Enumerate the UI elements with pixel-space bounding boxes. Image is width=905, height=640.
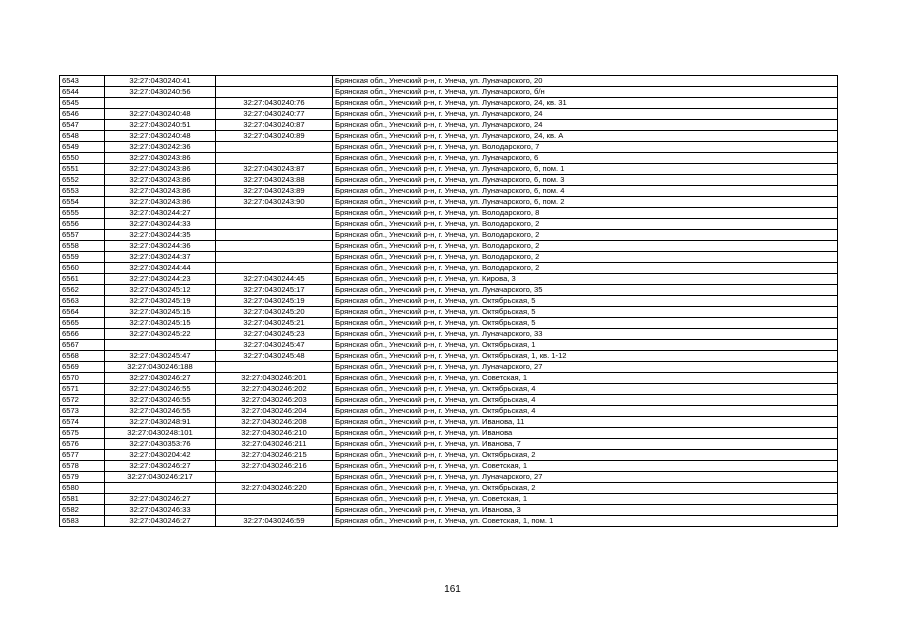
object-cadastral-number-cell	[216, 252, 333, 263]
table-row	[60, 450, 838, 461]
row-number-cell: 6582	[60, 505, 105, 516]
object-cadastral-number-cell: 32:27:0430246:220	[216, 483, 333, 494]
cadastral-number-cell: 32:27:0430240:48	[105, 109, 216, 120]
row-number-cell: 6562	[60, 285, 105, 296]
table-row	[60, 208, 838, 219]
address-cell: Брянская обл., Унечский р-н, г. Унеча, ул. Луначарского, 6	[333, 153, 838, 164]
cadastral-number-cell: 32:27:0430245:47	[105, 351, 216, 362]
object-cadastral-number-cell: 32:27:0430244:45	[216, 274, 333, 285]
address-cell: Брянская обл., Унечский р-н, г. Унеча, ул. Иванова, 3	[333, 505, 838, 516]
address-cell: Брянская обл., Унечский р-н, г. Унеча, ул. Октябрьская, 5	[333, 318, 838, 329]
row-number-cell: 6544	[60, 87, 105, 98]
table-row	[60, 483, 838, 494]
table-row	[60, 384, 838, 395]
row-number-cell: 6566	[60, 329, 105, 340]
object-cadastral-number-cell	[216, 263, 333, 274]
object-cadastral-number-cell	[216, 142, 333, 153]
cadastral-number-cell: 32:27:0430240:48	[105, 131, 216, 142]
table-row	[60, 263, 838, 274]
cadastral-number-cell: 32:27:0430244:23	[105, 274, 216, 285]
cadastral-number-cell: 32:27:0430246:27	[105, 461, 216, 472]
object-cadastral-number-cell	[216, 494, 333, 505]
address-cell: Брянская обл., Унечский р-н, г. Унеча, ул. Луначарского, 24	[333, 109, 838, 120]
object-cadastral-number-cell	[216, 362, 333, 373]
table-row	[60, 252, 838, 263]
table-row	[60, 340, 838, 351]
row-number-cell: 6565	[60, 318, 105, 329]
row-number-cell: 6545	[60, 98, 105, 109]
row-number-cell: 6546	[60, 109, 105, 120]
cadastral-number-cell	[105, 340, 216, 351]
cadastral-number-cell: 32:27:0430246:55	[105, 395, 216, 406]
cadastral-number-cell: 32:27:0430245:15	[105, 318, 216, 329]
table-row	[60, 351, 838, 362]
cadastral-number-cell: 32:27:0430246:188	[105, 362, 216, 373]
cadastral-number-cell: 32:27:0430244:33	[105, 219, 216, 230]
object-cadastral-number-cell: 32:27:0430246:216	[216, 461, 333, 472]
table-row	[60, 120, 838, 131]
object-cadastral-number-cell: 32:27:0430246:210	[216, 428, 333, 439]
address-cell: Брянская обл., Унечский р-н, г. Унеча, ул. Советская, 1	[333, 373, 838, 384]
row-number-cell: 6552	[60, 175, 105, 186]
object-cadastral-number-cell: 32:27:0430246:201	[216, 373, 333, 384]
cadastral-number-cell: 32:27:0430246:27	[105, 516, 216, 527]
cadastral-number-cell: 32:27:0430243:86	[105, 153, 216, 164]
row-number-cell: 6564	[60, 307, 105, 318]
row-number-cell: 6550	[60, 153, 105, 164]
cadastral-number-cell: 32:27:0430204:42	[105, 450, 216, 461]
object-cadastral-number-cell	[216, 219, 333, 230]
cadastral-number-cell	[105, 483, 216, 494]
row-number-cell: 6547	[60, 120, 105, 131]
address-cell: Брянская обл., Унечский р-н, г. Унеча, ул. Володарского, 8	[333, 208, 838, 219]
address-cell: Брянская обл., Унечский р-н, г. Унеча, ул. Луначарского, 24, кв. А	[333, 131, 838, 142]
cadastral-number-cell: 32:27:0430246:217	[105, 472, 216, 483]
row-number-cell: 6570	[60, 373, 105, 384]
table-row	[60, 230, 838, 241]
address-cell: Брянская обл., Унечский р-н, г. Унеча, ул. Володарского, 2	[333, 219, 838, 230]
table-row	[60, 296, 838, 307]
cadastral-number-cell: 32:27:0430246:55	[105, 384, 216, 395]
object-cadastral-number-cell	[216, 76, 333, 87]
address-cell: Брянская обл., Унечский р-н, г. Унеча, ул. Луначарского, 6, пом. 4	[333, 186, 838, 197]
cadastral-registry-table	[59, 75, 838, 527]
address-cell: Брянская обл., Унечский р-н, г. Унеча, ул. Советская, 1, пом. 1	[333, 516, 838, 527]
object-cadastral-number-cell: 32:27:0430246:215	[216, 450, 333, 461]
table-row	[60, 131, 838, 142]
object-cadastral-number-cell: 32:27:0430246:208	[216, 417, 333, 428]
table-row	[60, 87, 838, 98]
address-cell: Брянская обл., Унечский р-н, г. Унеча, ул. Луначарского, 6, пом. 3	[333, 175, 838, 186]
row-number-cell: 6559	[60, 252, 105, 263]
registry-table-body	[60, 76, 838, 527]
object-cadastral-number-cell	[216, 208, 333, 219]
cadastral-number-cell: 32:27:0430244:35	[105, 230, 216, 241]
table-row	[60, 417, 838, 428]
row-number-cell: 6543	[60, 76, 105, 87]
object-cadastral-number-cell: 32:27:0430243:87	[216, 164, 333, 175]
address-cell: Брянская обл., Унечский р-н, г. Унеча, ул. Луначарского, 33	[333, 329, 838, 340]
cadastral-number-cell: 32:27:0430246:33	[105, 505, 216, 516]
object-cadastral-number-cell: 32:27:0430246:204	[216, 406, 333, 417]
row-number-cell: 6578	[60, 461, 105, 472]
address-cell: Брянская обл., Унечский р-н, г. Унеча, ул. Октябрьская, 5	[333, 296, 838, 307]
cadastral-number-cell: 32:27:0430248:101	[105, 428, 216, 439]
address-cell: Брянская обл., Унечский р-н, г. Унеча, ул. Октябрьская, 4	[333, 395, 838, 406]
cadastral-number-cell: 32:27:0430243:86	[105, 175, 216, 186]
table-row	[60, 395, 838, 406]
row-number-cell: 6581	[60, 494, 105, 505]
address-cell: Брянская обл., Унечский р-н, г. Унеча, ул. Луначарского, 20	[333, 76, 838, 87]
object-cadastral-number-cell: 32:27:0430246:203	[216, 395, 333, 406]
table-row	[60, 241, 838, 252]
cadastral-number-cell: 32:27:0430244:27	[105, 208, 216, 219]
cadastral-number-cell	[105, 98, 216, 109]
row-number-cell: 6548	[60, 131, 105, 142]
address-cell: Брянская обл., Унечский р-н, г. Унеча, ул. Луначарского, 6, пом. 2	[333, 197, 838, 208]
cadastral-number-cell: 32:27:0430240:56	[105, 87, 216, 98]
row-number-cell: 6560	[60, 263, 105, 274]
row-number-cell: 6557	[60, 230, 105, 241]
address-cell: Брянская обл., Унечский р-н, г. Унеча, ул. Луначарского, б/н	[333, 87, 838, 98]
cadastral-number-cell: 32:27:0430245:15	[105, 307, 216, 318]
object-cadastral-number-cell: 32:27:0430240:77	[216, 109, 333, 120]
table-row	[60, 406, 838, 417]
address-cell: Брянская обл., Унечский р-н, г. Унеча, ул. Октябрьская, 2	[333, 483, 838, 494]
address-cell: Брянская обл., Унечский р-н, г. Унеча, ул. Володарского, 7	[333, 142, 838, 153]
cadastral-number-cell: 32:27:0430244:37	[105, 252, 216, 263]
table-row	[60, 153, 838, 164]
address-cell: Брянская обл., Унечский р-н, г. Унеча, ул. Октябрьская, 5	[333, 307, 838, 318]
table-row	[60, 318, 838, 329]
table-row	[60, 373, 838, 384]
object-cadastral-number-cell: 32:27:0430245:20	[216, 307, 333, 318]
cadastral-number-cell: 32:27:0430246:27	[105, 494, 216, 505]
table-row	[60, 142, 838, 153]
address-cell: Брянская обл., Унечский р-н, г. Унеча, ул. Луначарского, 6, пом. 1	[333, 164, 838, 175]
cadastral-number-cell: 32:27:0430246:27	[105, 373, 216, 384]
object-cadastral-number-cell: 32:27:0430245:47	[216, 340, 333, 351]
table-row	[60, 98, 838, 109]
cadastral-number-cell: 32:27:0430244:36	[105, 241, 216, 252]
row-number-cell: 6555	[60, 208, 105, 219]
cadastral-number-cell: 32:27:0430242:36	[105, 142, 216, 153]
table-row	[60, 186, 838, 197]
table-row	[60, 307, 838, 318]
table-row	[60, 516, 838, 527]
row-number-cell: 6551	[60, 164, 105, 175]
table-row	[60, 175, 838, 186]
object-cadastral-number-cell: 32:27:0430245:23	[216, 329, 333, 340]
row-number-cell: 6563	[60, 296, 105, 307]
address-cell: Брянская обл., Унечский р-н, г. Унеча, ул. Советская, 1	[333, 494, 838, 505]
object-cadastral-number-cell	[216, 230, 333, 241]
row-number-cell: 6572	[60, 395, 105, 406]
row-number-cell: 6553	[60, 186, 105, 197]
cadastral-number-cell: 32:27:0430248:91	[105, 417, 216, 428]
row-number-cell: 6567	[60, 340, 105, 351]
row-number-cell: 6577	[60, 450, 105, 461]
object-cadastral-number-cell	[216, 472, 333, 483]
table-row	[60, 329, 838, 340]
page-number: 161	[444, 584, 461, 595]
table-row	[60, 164, 838, 175]
object-cadastral-number-cell: 32:27:0430240:76	[216, 98, 333, 109]
cadastral-number-cell: 32:27:0430353:76	[105, 439, 216, 450]
object-cadastral-number-cell: 32:27:0430246:59	[216, 516, 333, 527]
address-cell: Брянская обл., Унечский р-н, г. Унеча, ул. Луначарского, 35	[333, 285, 838, 296]
row-number-cell: 6561	[60, 274, 105, 285]
address-cell: Брянская обл., Унечский р-н, г. Унеча, ул. Володарского, 2	[333, 263, 838, 274]
address-cell: Брянская обл., Унечский р-н, г. Унеча, ул. Луначарского, 24	[333, 120, 838, 131]
row-number-cell: 6575	[60, 428, 105, 439]
table-row	[60, 461, 838, 472]
object-cadastral-number-cell	[216, 505, 333, 516]
address-cell: Брянская обл., Унечский р-н, г. Унеча, ул. Володарского, 2	[333, 230, 838, 241]
cadastral-number-cell: 32:27:0430240:51	[105, 120, 216, 131]
row-number-cell: 6574	[60, 417, 105, 428]
address-cell: Брянская обл., Унечский р-н, г. Унеча, ул. Октябрьская, 2	[333, 450, 838, 461]
address-cell: Брянская обл., Унечский р-н, г. Унеча, ул. Октябрьская, 4	[333, 384, 838, 395]
table-row	[60, 109, 838, 120]
object-cadastral-number-cell: 32:27:0430245:21	[216, 318, 333, 329]
object-cadastral-number-cell: 32:27:0430246:202	[216, 384, 333, 395]
object-cadastral-number-cell: 32:27:0430245:48	[216, 351, 333, 362]
address-cell: Брянская обл., Унечский р-н, г. Унеча, ул. Иванова, 7	[333, 439, 838, 450]
row-number-cell: 6556	[60, 219, 105, 230]
object-cadastral-number-cell: 32:27:0430240:89	[216, 131, 333, 142]
table-row	[60, 219, 838, 230]
cadastral-number-cell: 32:27:0430240:41	[105, 76, 216, 87]
cadastral-number-cell: 32:27:0430246:55	[105, 406, 216, 417]
address-cell: Брянская обл., Унечский р-н, г. Унеча, ул. Октябрьская, 4	[333, 406, 838, 417]
object-cadastral-number-cell: 32:27:0430245:19	[216, 296, 333, 307]
table-row	[60, 505, 838, 516]
address-cell: Брянская обл., Унечский р-н, г. Унеча, ул. Советская, 1	[333, 461, 838, 472]
table-row	[60, 472, 838, 483]
table-row	[60, 362, 838, 373]
cadastral-number-cell: 32:27:0430244:44	[105, 263, 216, 274]
table-row	[60, 439, 838, 450]
address-cell: Брянская обл., Унечский р-н, г. Унеча, ул. Октябрьская, 1, кв. 1-12	[333, 351, 838, 362]
object-cadastral-number-cell	[216, 241, 333, 252]
address-cell: Брянская обл., Унечский р-н, г. Унеча, ул. Октябрьская, 1	[333, 340, 838, 351]
row-number-cell: 6569	[60, 362, 105, 373]
cadastral-number-cell: 32:27:0430243:86	[105, 197, 216, 208]
object-cadastral-number-cell: 32:27:0430240:87	[216, 120, 333, 131]
address-cell: Брянская обл., Унечский р-н, г. Унеча, ул. Иванова, 11	[333, 417, 838, 428]
row-number-cell: 6583	[60, 516, 105, 527]
object-cadastral-number-cell: 32:27:0430246:211	[216, 439, 333, 450]
row-number-cell: 6568	[60, 351, 105, 362]
address-cell: Брянская обл., Унечский р-н, г. Унеча, ул. Володарского, 2	[333, 252, 838, 263]
cadastral-number-cell: 32:27:0430243:86	[105, 164, 216, 175]
address-cell: Брянская обл., Унечский р-н, г. Унеча, ул. Луначарского, 27	[333, 472, 838, 483]
row-number-cell: 6576	[60, 439, 105, 450]
row-number-cell: 6580	[60, 483, 105, 494]
row-number-cell: 6558	[60, 241, 105, 252]
cadastral-number-cell: 32:27:0430245:12	[105, 285, 216, 296]
address-cell: Брянская обл., Унечский р-н, г. Унеча, ул. Луначарского, 24, кв. 31	[333, 98, 838, 109]
cadastral-number-cell: 32:27:0430245:19	[105, 296, 216, 307]
table-row	[60, 428, 838, 439]
address-cell: Брянская обл., Унечский р-н, г. Унеча, ул. Володарского, 2	[333, 241, 838, 252]
table-row	[60, 76, 838, 87]
cadastral-number-cell: 32:27:0430243:86	[105, 186, 216, 197]
table-row	[60, 274, 838, 285]
object-cadastral-number-cell	[216, 153, 333, 164]
row-number-cell: 6571	[60, 384, 105, 395]
table-row	[60, 197, 838, 208]
object-cadastral-number-cell	[216, 87, 333, 98]
row-number-cell: 6554	[60, 197, 105, 208]
object-cadastral-number-cell: 32:27:0430243:88	[216, 175, 333, 186]
address-cell: Брянская обл., Унечский р-н, г. Унеча, ул. Кирова, 3	[333, 274, 838, 285]
object-cadastral-number-cell: 32:27:0430243:90	[216, 197, 333, 208]
row-number-cell: 6549	[60, 142, 105, 153]
row-number-cell: 6573	[60, 406, 105, 417]
address-cell: Брянская обл., Унечский р-н, г. Унеча, ул. Луначарского, 27	[333, 362, 838, 373]
table-row	[60, 494, 838, 505]
address-cell: Брянская обл., Унечский р-н, г. Унеча, ул. Иванова	[333, 428, 838, 439]
object-cadastral-number-cell: 32:27:0430245:17	[216, 285, 333, 296]
object-cadastral-number-cell: 32:27:0430243:89	[216, 186, 333, 197]
row-number-cell: 6579	[60, 472, 105, 483]
cadastral-number-cell: 32:27:0430245:22	[105, 329, 216, 340]
table-row	[60, 285, 838, 296]
